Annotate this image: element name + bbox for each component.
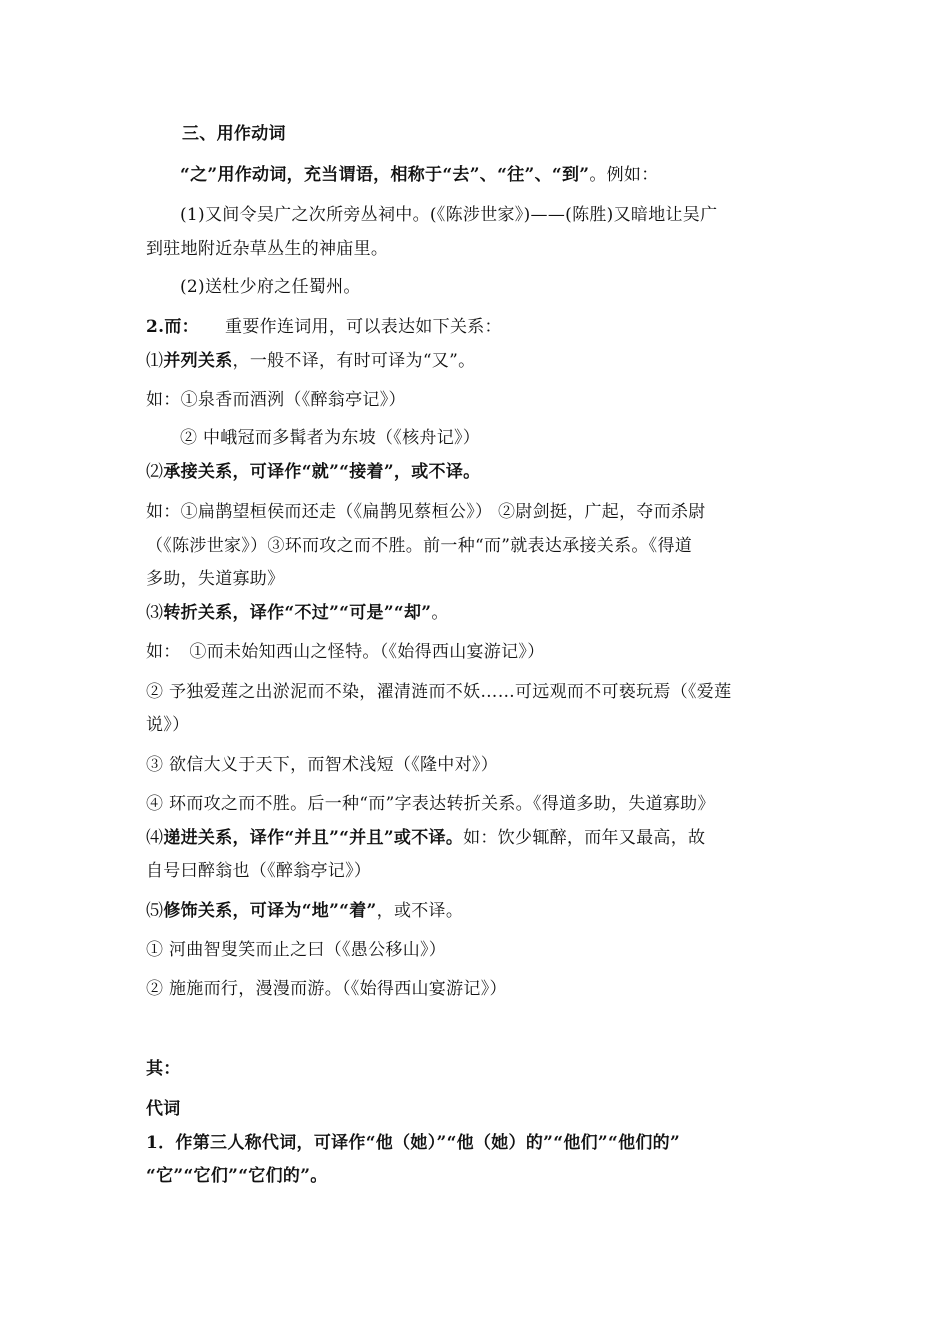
relation-heading: ⑵承接关系，可译作“就”“接着”，或不译。 xyxy=(146,462,481,482)
subsection-heading-pronoun: 代词 xyxy=(146,1099,181,1119)
rule-line: 1．作第三人称代词，可译作“他（她）”“他（她）的”“他们”“他们的” xyxy=(146,1133,681,1153)
example-line: 到驻地附近杂草丛生的神庙里。 xyxy=(146,239,389,259)
relation-heading: ⑶转折关系，译作“不过”“可是”“却”。 xyxy=(146,603,449,623)
example-line: ② 施施而行，漫漫而游。（《始得西山宴游记》） xyxy=(146,979,507,999)
example-line: 自号曰醉翁也（《醉翁亭记》） xyxy=(146,861,372,881)
rule-line: “它”“它们”“它们的”。 xyxy=(146,1166,328,1186)
relation-heading: ⑷递进关系，译作“并且”“并且”或不译。如：饮少辄醉，而年又最高，故 xyxy=(146,828,706,848)
example-line: (1)又间令吴广之次所旁丛祠中。(《陈涉世家》)——(陈胜)又暗地让吴广 xyxy=(180,205,718,225)
relation-heading: ⑸修饰关系，可译为“地”“着”，或不译。 xyxy=(146,901,464,921)
example-line: ④ 环而攻之而不胜。后一种“而”字表达转折关系。《得道多助，失道寡助》 xyxy=(146,794,715,814)
example-line: 如：①泉香而酒洌（《醉翁亭记》） xyxy=(146,390,406,410)
example-line: 如： ①而未始知西山之怪特。（《始得西山宴游记》） xyxy=(146,642,545,662)
example-line: 如：①扁鹊望桓侯而还走（《扁鹊见蔡桓公》） ②尉剑挺，广起，夺而杀尉 xyxy=(146,502,706,522)
section-heading-qi: 其： xyxy=(146,1059,181,1079)
example-line: 多助，失道寡助》 xyxy=(146,569,285,589)
example-line: 说》） xyxy=(146,715,190,735)
paragraph-zhi-as-verb: “之”用作动词，充当谓语，相称于“去”、“往”、“到”。例如： xyxy=(180,165,659,185)
example-line: ② 予独爱莲之出淤泥而不染，濯清涟而不妖……可远观而不可亵玩焉（《爱莲 xyxy=(146,682,732,702)
example-line: ② 中峨冠而多髯者为东坡（《核舟记》） xyxy=(180,428,481,448)
example-line: (2)送杜少府之任蜀州。 xyxy=(180,277,361,297)
example-line: （《陈涉世家》）③环而攻之而不胜。前一种“而”就表达承接关系。《得道 xyxy=(146,536,693,556)
section-heading-verb-usage: 三、用作动词 xyxy=(182,124,286,144)
section-heading-er: 2.而： 重要作连词用，可以表达如下关系： xyxy=(146,317,502,337)
example-line: ③ 欲信大义于天下，而智术浅短（《隆中对》） xyxy=(146,755,499,775)
example-line: ① 河曲智叟笑而止之曰（《愚公移山》） xyxy=(146,940,447,960)
relation-heading: ⑴并列关系，一般不译，有时可译为“又”。 xyxy=(146,351,476,371)
